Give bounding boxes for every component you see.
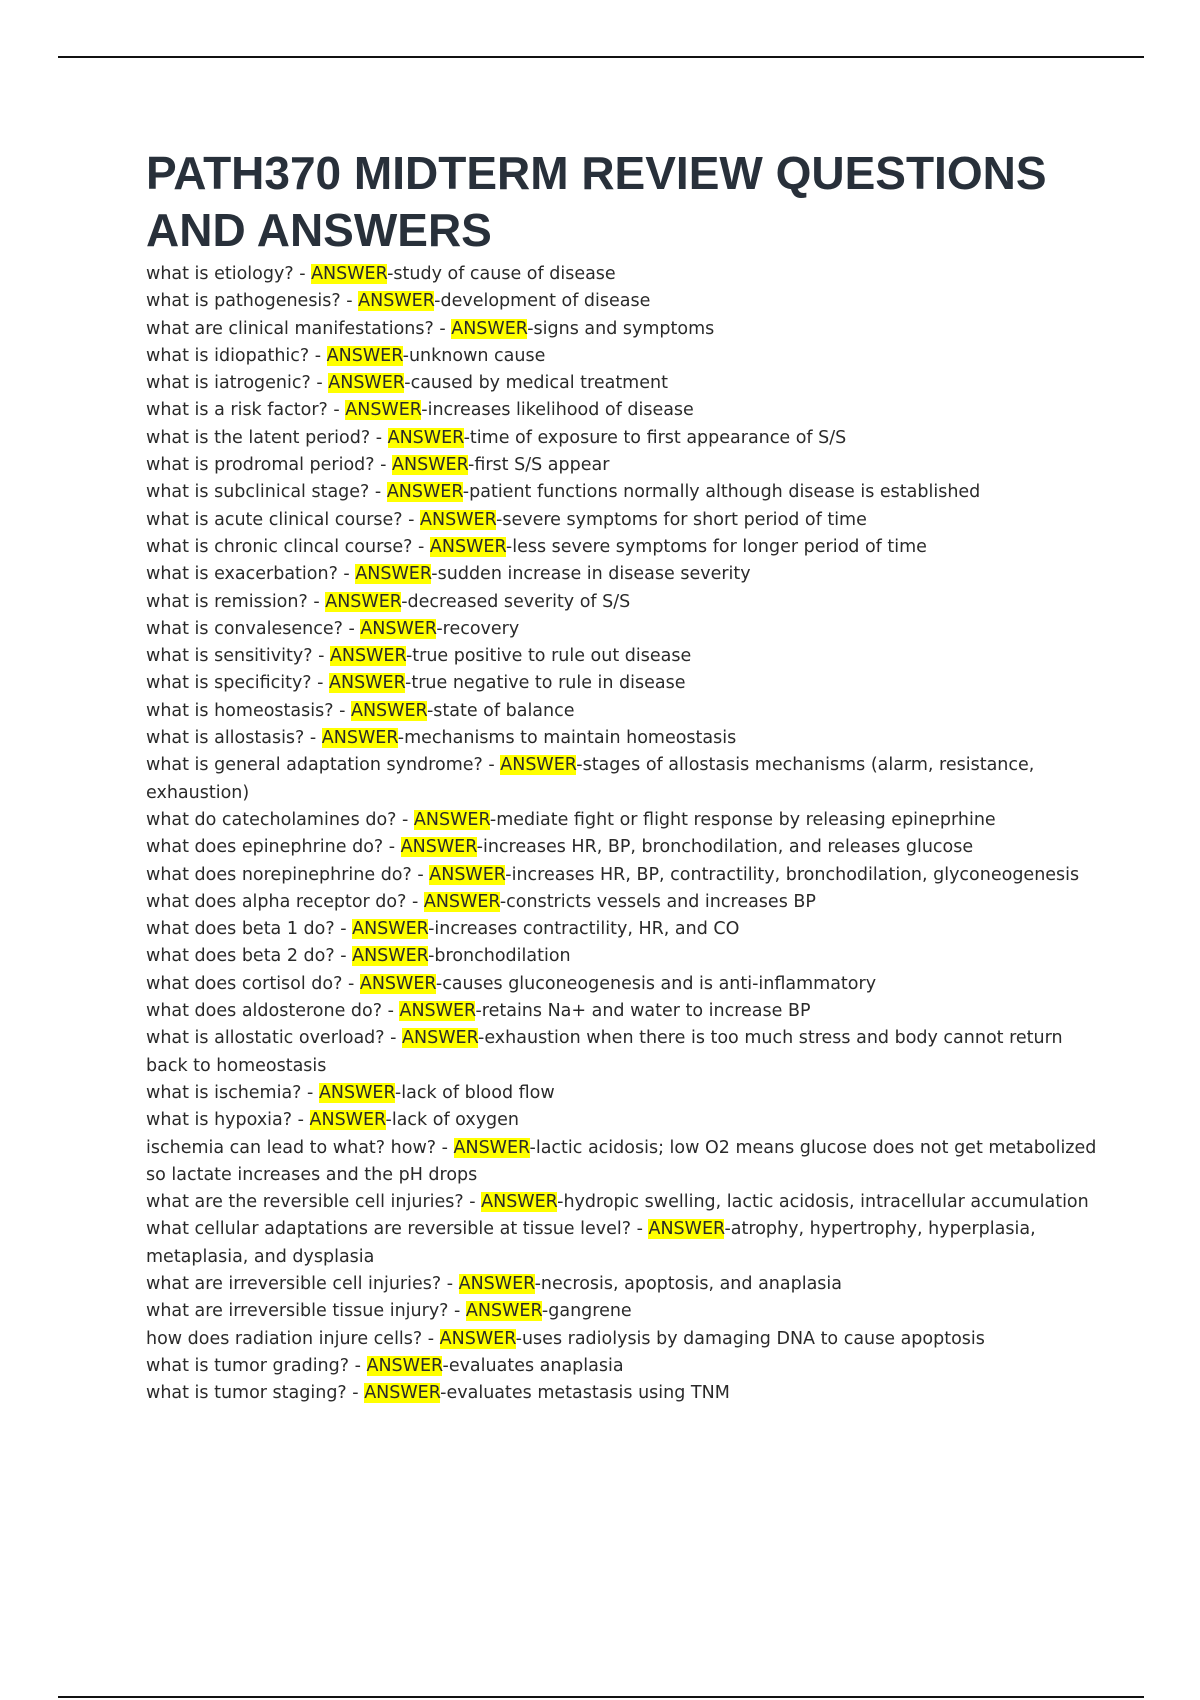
question-separator: - <box>311 673 330 694</box>
qa-item <box>146 397 1106 424</box>
answer-text: constricts vessels and increases BP <box>506 891 816 912</box>
answer-marker: ANSWER <box>366 1355 443 1376</box>
qa-item <box>146 1353 1106 1380</box>
answer-prefix: - <box>421 400 428 421</box>
question-text: what is subclinical stage? <box>146 482 370 503</box>
question-text: what is sensitivity? <box>146 646 313 667</box>
qa-item <box>146 589 1106 616</box>
answer-marker: ANSWER <box>325 591 402 612</box>
question-text: what does norepinephrine do? <box>146 864 412 885</box>
question-text: ischemia can lead to what? how? <box>146 1137 437 1158</box>
answer-text: exhaustion when there is too much stress and body cannot return back to homeostasis <box>146 1028 1063 1076</box>
answer-marker: ANSWER <box>364 1383 441 1404</box>
question-separator: - <box>441 1273 459 1294</box>
question-text: what is ischemia? <box>146 1082 302 1103</box>
answer-marker: ANSWER <box>429 864 506 885</box>
qa-item <box>146 316 1106 343</box>
question-text: what is remission? <box>146 591 308 612</box>
question-separator: - <box>307 591 326 612</box>
answer-text: mediate fight or flight response by releasing epineprhine <box>496 809 996 830</box>
qa-item <box>146 1326 1106 1353</box>
answer-marker: ANSWER <box>352 919 429 940</box>
answer-text: necrosis, apoptosis, and anaplasia <box>540 1273 843 1294</box>
answer-marker: ANSWER <box>392 455 469 476</box>
answer-marker: ANSWER <box>328 373 405 394</box>
qa-item <box>146 479 1106 506</box>
qa-item <box>146 561 1106 588</box>
question-text: what is pathogenesis? <box>146 291 341 312</box>
answer-marker: ANSWER <box>386 482 463 503</box>
qa-item <box>146 1271 1106 1298</box>
qa-item <box>146 261 1106 288</box>
question-separator: - <box>370 427 388 448</box>
answer-text: signs and symptoms <box>533 318 715 339</box>
answer-marker: ANSWER <box>429 536 506 557</box>
answer-prefix: - <box>394 1082 402 1103</box>
answer-text: lack of oxygen <box>391 1110 520 1131</box>
qa-item <box>146 670 1106 697</box>
question-text: what is chronic clincal course? <box>146 536 413 557</box>
qa-item <box>146 343 1106 370</box>
qa-item <box>146 1080 1106 1107</box>
question-text: what do catecholamines do? <box>146 809 397 830</box>
question-text: what is the latent period? <box>146 427 371 448</box>
answer-text: caused by medical treatment <box>410 373 668 394</box>
answer-marker: ANSWER <box>423 891 500 912</box>
answer-marker: ANSWER <box>355 564 432 585</box>
answer-marker: ANSWER <box>309 1110 386 1131</box>
answer-prefix: - <box>515 1328 522 1349</box>
answer-text: less severe symptoms for longer period of time <box>512 536 927 557</box>
question-text: what does alpha receptor do? <box>146 891 407 912</box>
answer-prefix: - <box>468 455 475 476</box>
answer-marker: ANSWER <box>321 728 398 749</box>
question-separator: - <box>333 700 351 721</box>
answer-marker: ANSWER <box>399 1001 476 1022</box>
bottom-rule <box>58 1696 1144 1698</box>
question-separator: - <box>292 1110 310 1131</box>
answer-text: uses radiolysis by damaging DNA to cause apoptosis <box>521 1328 985 1349</box>
question-text: what does beta 1 do? <box>146 919 335 940</box>
qa-item <box>146 807 1106 834</box>
question-separator: - <box>340 291 359 312</box>
answer-marker: ANSWER <box>400 837 477 858</box>
answer-prefix: - <box>405 673 412 694</box>
answer-text: lactic acidosis; low O2 means glucose does not get metabolized so lactate increases and the pH drops <box>146 1137 1097 1185</box>
question-separator: - <box>406 891 424 912</box>
document-title: PATH370 MIDTERM REVIEW QUESTIONS AND ANSWERS <box>146 147 1047 256</box>
answer-prefix: - <box>440 1383 447 1404</box>
answer-marker: ANSWER <box>359 973 436 994</box>
answer-prefix: - <box>387 264 394 284</box>
answer-prefix: - <box>385 1110 392 1131</box>
qa-item <box>146 643 1106 670</box>
answer-marker: ANSWER <box>318 1082 395 1103</box>
answer-prefix: - <box>405 646 413 667</box>
question-separator: - <box>312 646 330 667</box>
question-separator: - <box>422 1328 440 1349</box>
question-separator: - <box>482 755 501 776</box>
answer-marker: ANSWER <box>352 946 429 967</box>
question-text: what are clinical manifestations? <box>146 318 434 339</box>
question-text: what cellular adaptations are reversible at tissue level? <box>146 1219 632 1240</box>
answer-text: gangrene <box>548 1301 632 1322</box>
answer-text: retains Na+ and water to increase BP <box>481 1001 811 1022</box>
answer-marker: ANSWER <box>311 264 388 284</box>
question-separator: - <box>436 1137 454 1158</box>
answer-prefix: - <box>431 564 438 585</box>
question-text: what is exacerbation? <box>146 564 338 585</box>
question-separator: - <box>342 618 361 639</box>
question-separator: - <box>411 864 430 885</box>
qa-item <box>146 834 1106 861</box>
qa-item <box>146 534 1106 561</box>
question-separator: - <box>309 345 327 366</box>
question-separator: - <box>304 728 322 749</box>
answer-text: increases likelihood of disease <box>427 400 694 421</box>
document-body <box>146 145 1106 1407</box>
answer-prefix: - <box>534 1273 541 1294</box>
answer-prefix: - <box>404 373 411 394</box>
answer-text: true positive to rule out disease <box>412 646 692 667</box>
question-separator: - <box>631 1219 649 1240</box>
answer-marker: ANSWER <box>420 509 497 530</box>
question-separator: - <box>293 264 312 284</box>
answer-text: severe symptoms for short period of time <box>502 509 867 530</box>
answer-text: first S/S appear <box>474 455 610 476</box>
answer-prefix: - <box>401 591 408 612</box>
answer-marker: ANSWER <box>465 1301 542 1322</box>
question-text: what are irreversible cell injuries? <box>146 1273 442 1294</box>
question-separator: - <box>327 400 346 421</box>
question-text: what is hypoxia? <box>146 1110 293 1131</box>
question-text: what is homeostasis? <box>146 700 334 721</box>
qa-item <box>146 507 1106 534</box>
question-text: how does radiation injure cells? <box>146 1328 423 1349</box>
answer-marker: ANSWER <box>360 618 437 639</box>
qa-item <box>146 1189 1106 1216</box>
answer-text: evaluates anaplasia <box>448 1355 624 1376</box>
answer-text: development of disease <box>440 291 651 312</box>
qa-item <box>146 616 1106 643</box>
answer-marker: ANSWER <box>358 291 435 312</box>
question-separator: - <box>334 946 353 967</box>
answer-prefix: - <box>463 427 470 448</box>
question-text: what is tumor staging? <box>146 1383 347 1404</box>
qa-item <box>146 998 1106 1025</box>
question-separator: - <box>448 1301 466 1322</box>
answer-prefix: - <box>505 536 513 557</box>
answer-prefix: - <box>724 1219 731 1240</box>
answer-prefix: - <box>476 837 483 858</box>
answer-prefix: - <box>478 1028 485 1049</box>
answer-marker: ANSWER <box>326 345 403 366</box>
answer-marker: ANSWER <box>413 809 490 830</box>
answer-prefix: - <box>428 946 435 967</box>
question-separator: - <box>342 973 360 994</box>
question-text: what is prodromal period? <box>146 455 375 476</box>
answer-marker: ANSWER <box>648 1219 725 1240</box>
question-text: what is idiopathic? <box>146 345 310 366</box>
question-text: what is a risk factor? <box>146 400 328 421</box>
answer-prefix: - <box>496 509 503 530</box>
answer-text: true negative to rule in disease <box>411 673 686 694</box>
answer-marker: ANSWER <box>345 400 422 421</box>
answer-prefix: - <box>529 1137 536 1158</box>
answer-prefix: - <box>527 318 534 339</box>
question-separator: - <box>402 509 421 530</box>
qa-item <box>146 288 1106 315</box>
question-text: what is acute clinical course? <box>146 509 403 530</box>
answer-prefix: - <box>402 345 409 366</box>
question-separator: - <box>310 373 329 394</box>
answer-marker: ANSWER <box>402 1028 479 1049</box>
question-separator: - <box>337 564 356 585</box>
qa-item <box>146 725 1106 752</box>
qa-item <box>146 1107 1106 1134</box>
answer-text: lack of blood flow <box>401 1082 555 1103</box>
answer-text: recovery <box>442 618 520 639</box>
question-separator: - <box>334 919 353 940</box>
answer-text: patient functions normally although disease is established <box>469 482 981 503</box>
question-text: what is specificity? <box>146 673 312 694</box>
question-text: what does aldosterone do? <box>146 1001 383 1022</box>
qa-item <box>146 452 1106 479</box>
answer-marker: ANSWER <box>451 318 528 339</box>
answer-text: unknown cause <box>408 345 546 366</box>
question-separator: - <box>382 1001 400 1022</box>
answer-text: increases HR, BP, bronchodilation, and releases glucose <box>482 837 974 858</box>
answer-text: decreased severity of S/S <box>407 591 631 612</box>
question-text: what is etiology? <box>146 264 294 284</box>
answer-prefix: - <box>499 891 507 912</box>
question-separator: - <box>374 455 393 476</box>
qa-item <box>146 1298 1106 1325</box>
answer-text: causes gluconeogenesis and is anti-inflammatory <box>442 973 877 994</box>
qa-item <box>146 370 1106 397</box>
answer-prefix: - <box>435 973 443 994</box>
question-text: what is allostatic overload? <box>146 1028 385 1049</box>
qa-item <box>146 943 1106 970</box>
answer-marker: ANSWER <box>329 673 406 694</box>
qa-list <box>146 261 1106 1407</box>
question-text: what are irreversible tissue injury? <box>146 1301 449 1322</box>
question-separator: - <box>383 837 401 858</box>
answer-marker: ANSWER <box>350 700 427 721</box>
answer-prefix: - <box>397 728 405 749</box>
question-separator: - <box>301 1082 319 1103</box>
question-separator: - <box>369 482 387 503</box>
answer-text: increases HR, BP, contractility, bronchodilation, glyconeogenesis <box>511 864 1080 885</box>
qa-item <box>146 1380 1106 1407</box>
qa-item <box>146 889 1106 916</box>
answer-text: hydropic swelling, lactic acidosis, intracellular accumulation <box>563 1192 1089 1213</box>
question-text: what are the reversible cell injuries? <box>146 1192 464 1213</box>
question-separator: - <box>384 1028 403 1049</box>
answer-text: mechanisms to maintain homeostasis <box>404 728 737 749</box>
qa-item <box>146 971 1106 998</box>
answer-marker: ANSWER <box>453 1137 530 1158</box>
answer-text: state of balance <box>433 700 575 721</box>
question-separator: - <box>463 1192 482 1213</box>
answer-text: time of exposure to first appearance of S/S <box>469 427 847 448</box>
question-text: what is iatrogenic? <box>146 373 311 394</box>
question-separator: - <box>346 1383 365 1404</box>
answer-marker: ANSWER <box>458 1273 535 1294</box>
qa-item <box>146 1135 1106 1190</box>
answer-text: study of cause of disease <box>393 264 616 284</box>
question-text: what is allostasis? <box>146 728 305 749</box>
answer-prefix: - <box>505 864 512 885</box>
question-separator: - <box>433 318 452 339</box>
answer-text: bronchodilation <box>434 946 571 967</box>
question-separator: - <box>349 1355 367 1376</box>
answer-prefix: - <box>541 1301 549 1322</box>
answer-prefix: - <box>436 618 443 639</box>
question-text: what does cortisol do? <box>146 973 343 994</box>
question-separator: - <box>396 809 414 830</box>
answer-text: evaluates metastasis using TNM <box>446 1383 730 1404</box>
answer-prefix: - <box>475 1001 482 1022</box>
answer-marker: ANSWER <box>329 646 406 667</box>
answer-prefix: - <box>428 919 435 940</box>
qa-item <box>146 1025 1106 1080</box>
answer-prefix: - <box>442 1355 449 1376</box>
answer-prefix: - <box>557 1192 564 1213</box>
answer-prefix: - <box>434 291 441 312</box>
question-text: what is convalesence? <box>146 618 343 639</box>
qa-item <box>146 862 1106 889</box>
answer-text: atrophy, hypertrophy, hyperplasia, metaplasia, and dysplasia <box>146 1219 1036 1267</box>
answer-prefix: - <box>462 482 470 503</box>
answer-prefix: - <box>426 700 434 721</box>
qa-item <box>146 752 1106 807</box>
question-text: what is tumor grading? <box>146 1355 350 1376</box>
answer-text: sudden increase in disease severity <box>437 564 751 585</box>
qa-item <box>146 916 1106 943</box>
answer-prefix: - <box>576 755 583 776</box>
question-text: what does beta 2 do? <box>146 946 335 967</box>
question-text: what does epinephrine do? <box>146 837 384 858</box>
answer-marker: ANSWER <box>500 755 577 776</box>
qa-item <box>146 698 1106 725</box>
answer-text: stages of allostasis mechanisms (alarm, resistance, exhaustion) <box>146 755 1035 803</box>
qa-item <box>146 425 1106 452</box>
qa-item <box>146 1216 1106 1271</box>
answer-marker: ANSWER <box>387 427 464 448</box>
answer-text: increases contractility, HR, and CO <box>434 919 740 940</box>
answer-marker: ANSWER <box>439 1328 516 1349</box>
question-separator: - <box>412 536 430 557</box>
answer-prefix: - <box>489 809 497 830</box>
question-text: what is general adaptation syndrome? <box>146 755 483 776</box>
answer-marker: ANSWER <box>481 1192 558 1213</box>
top-rule <box>58 56 1144 58</box>
